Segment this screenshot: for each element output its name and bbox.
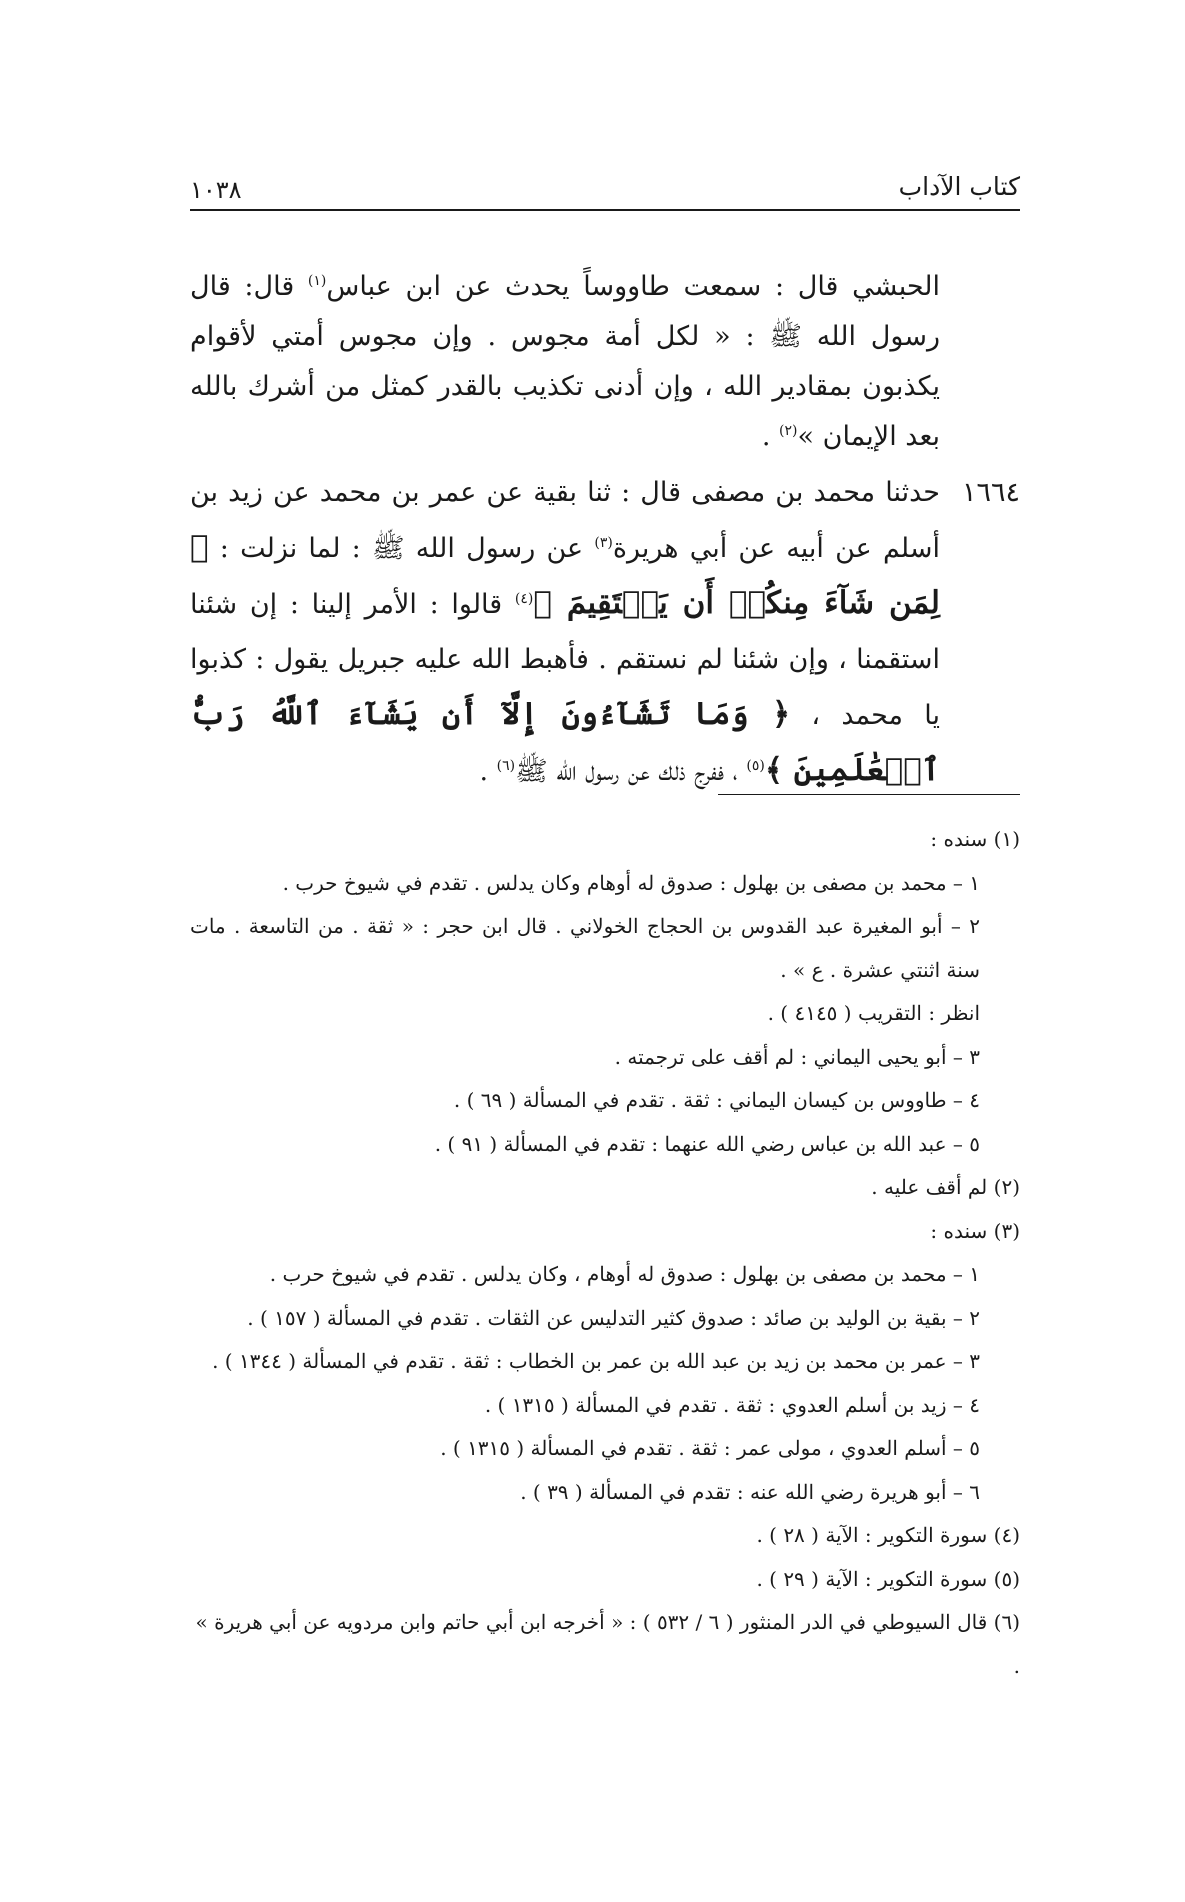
footnote-1-head: (١) سنده : (930, 827, 1020, 851)
hadith-text (190, 465, 940, 799)
footnote-3-item: ٥ – أسلم العدوي ، مولى عمر : ثقة . تقدم في المسألة ( ١٣١٥ ) . (440, 1436, 980, 1460)
header-rule (190, 209, 1020, 211)
footnote-2: (٢) لم أقف عليه . (871, 1175, 1020, 1199)
footnote-ref-5: (٥) (746, 758, 765, 774)
hadith-number: ١٦٦٤ (961, 477, 1020, 508)
hadith-text-3: قالوا : الأمر إلينا : إن شئنا استقمنا ، وإن شئنا لم نستقم . فأهبط الله عليه جبريل يقول : كذبوا يا محمد ، (190, 589, 940, 731)
footnote-1-item: ١ – محمد بن مصفى بن بهلول : صدوق له أوهام وكان يدلس . تقدم في شيوخ حرب . (282, 870, 980, 895)
footnote-3-item: ١ – محمد بن مصفى بن بهلول : صدوق له أوهام ، وكان يدلس . تقدم في شيوخ حرب . (269, 1262, 980, 1286)
footnote-6: (٦) قال السيوطي في الدر المنثور ( ٦ / ٥٣٢ ) : « أخرجه ابن أبي حاتم وابن مردويه عن أبي هريرة » . (195, 1610, 1020, 1678)
footnote-3-item: ٦ – أبو هريرة رضي الله عنه : تقدم في المسألة ( ٣٩ ) . (520, 1479, 980, 1504)
hadith-text-2: عن رسول الله ﷺ : لما نزلت : (208, 533, 595, 564)
footnote-1-note: انظر : التقريب ( ٤١٤٥ ) . (767, 1001, 980, 1025)
hadith-text-4: ، ففرج ذلك عن رسول الله ﷺ (515, 756, 747, 787)
footnote-1-item: ٢ – أبو المغيرة عبد القدوس بن الحجاج الخولاني . قال ابن حجر : « ثقة . من التاسعة . مات سنة اثنتي عشرة . ع » . (190, 914, 980, 982)
footnote-1-item: ٥ – عبد الله بن عباس رضي الله عنهما : تقدم في المسألة ( ٩١ ) . (434, 1131, 980, 1156)
footnote-ref-2: (٢) (779, 423, 798, 439)
footnote-3-head: (٣) سنده : (930, 1218, 1020, 1243)
footnote-3-item: ٣ – عمر بن محمد بن زيد بن عبد الله بن عمر بن الخطاب : ثقة . تقدم في المسألة ( ١٣٤٤ ) . (212, 1349, 980, 1373)
footnote-3-item: ٤ – زيد بن أسلم العدوي : ثقة . تقدم في المسألة ( ١٣١٥ ) . (484, 1392, 980, 1417)
footnote-3-item: ٢ – بقية بن الوليد بن صائد : صدوق كثير التدليس عن الثقات . تقدم في المسألة ( ١٥٧ ) . (247, 1305, 980, 1330)
page-header (190, 172, 1020, 212)
footnote-4: (٤) سورة التكوير : الآية ( ٢٨ ) . (756, 1523, 1020, 1547)
hadith-1664 (190, 465, 1020, 799)
footnote-rule (718, 794, 1020, 795)
footnote-ref-3: (٣) (594, 535, 613, 551)
quran-verse-1: ﴿ لِمَن شَآءَ مِنكُمۡ أَن يَسۡتَقِيمَ ﴾ (190, 529, 940, 621)
header-title: كتاب الآداب (898, 172, 1020, 201)
body-text-1: الحبشي قال : سمعت طاووساً يحدث عن ابن عباس (326, 271, 941, 302)
hadith-text-1: حدثنا محمد بن مصفى قال : ثنا بقية عن عمر بن محمد عن زيد بن أسلم عن أبيه عن أبي هريرة (190, 477, 940, 564)
body-text-2: قال: قال رسول الله ﷺ : « لكل أمة مجوس . وإن مجوس أمتي لأقوام يكذبون بمقادير الله ، وإن أدنى تكذيب بالقدر كمثل من أشرك بالله بعد الإيمان » (190, 271, 940, 452)
footnote-ref-4: (٤) (514, 591, 534, 607)
footnote-1-item: ٤ – طاووس بن كيسان اليماني : ثقة . تقدم في المسألة ( ٦٩ ) . (453, 1088, 980, 1112)
hadith-text-5: . (479, 756, 497, 787)
page-number: ١٠٣٨ (190, 176, 242, 204)
body-text-3: . (761, 421, 780, 452)
footnote-1-item: ٣ – أبو يحيى اليماني : لم أقف على ترجمته . (614, 1044, 980, 1069)
footnote-ref-6: (٦) (496, 758, 516, 774)
footnote-5: (٥) سورة التكوير : الآية ( ٢٩ ) . (756, 1566, 1020, 1591)
quran-verse-2: ﴿ وَمَا تَشَآءُونَ إِلَّآ أَن يَشَآءَ ٱللَّهُ رَبُّ ٱلۡعَٰلَمِينَ ﴾ (190, 696, 940, 788)
footnote-ref-1: (١) (307, 273, 327, 289)
footnotes (190, 818, 1020, 1688)
body-paragraph (190, 262, 940, 462)
